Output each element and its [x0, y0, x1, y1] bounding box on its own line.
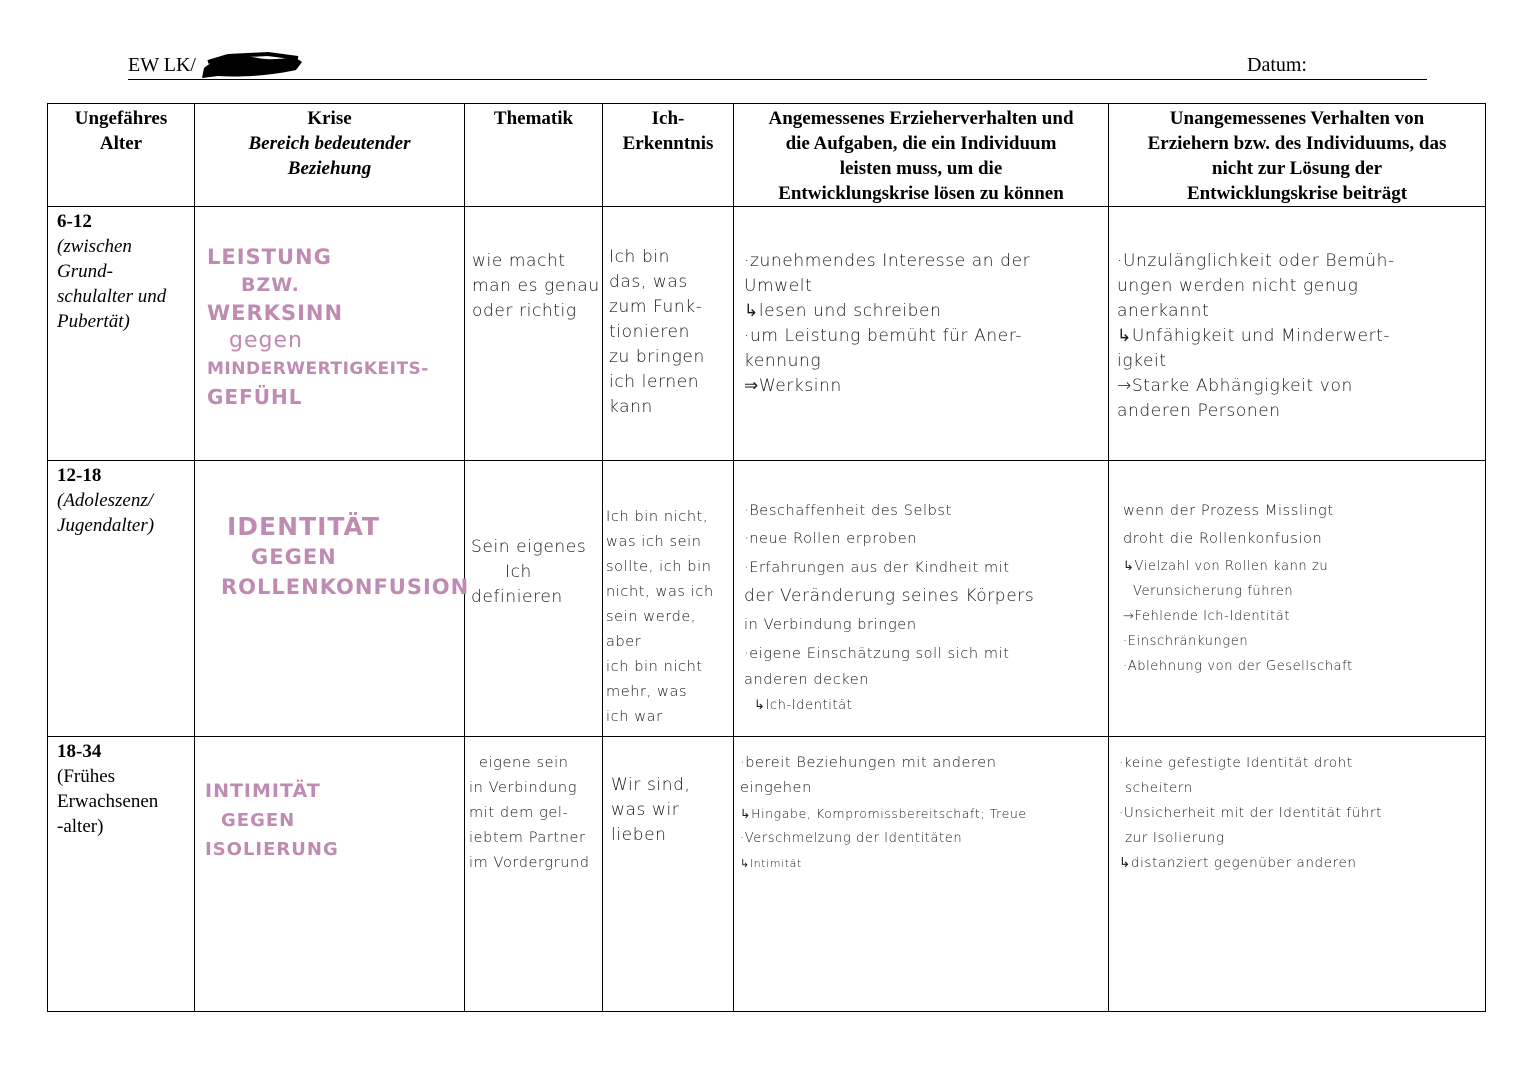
- header-angemessen: Angemessenes Erzieherverhalten und die Aufgaben, die ein Individuum leisten muss, um die Entwicklungskrise lösen zu können: [734, 104, 1109, 207]
- cell-unangemessen: ·Unzulänglichkeit oder Bemüh- ungen werden nicht genug anerkannt ↳Unfähigkeit und Minderwert- igkeit →Starke Abhängigkeit von anderen Personen: [1109, 207, 1486, 461]
- development-crisis-table: [47, 103, 1486, 1012]
- cell-thematik: wie macht man es genau oder richtig: [465, 207, 603, 461]
- redacted-name-scribble: [198, 48, 310, 82]
- table-row: [48, 207, 1486, 461]
- date-label: Datum:: [1247, 54, 1307, 76]
- cell-alter: 12-18 (Adoleszenz/ Jugendalter): [48, 461, 195, 737]
- document-header: [128, 52, 1427, 80]
- cell-ich: Ich bin nicht, was ich sein sollte, ich bin nicht, was ich sein werde, aber ich bin nicht mehr, was ich war: [603, 461, 734, 737]
- course-label: EW LK/: [128, 54, 196, 76]
- table-row: [48, 461, 1486, 737]
- header-alter: Ungefähres Alter: [48, 104, 195, 207]
- header-krise: Krise Bereich bedeutender Beziehung: [195, 104, 465, 207]
- cell-thematik: Sein eigenes Ich definieren: [465, 461, 603, 737]
- header-unangemessen: Unangemessenes Verhalten von Erziehern bzw. des Individuums, das nicht zur Lösung der Entwicklungskrise beiträgt: [1109, 104, 1486, 207]
- cell-krise: INTIMITÄT GEGEN ISOLIERUNG: [195, 737, 465, 1012]
- table-header-row: [48, 104, 1486, 207]
- cell-unangemessen: ·keine gefestigte Identität droht scheitern ·Unsicherheit mit der Identität führt zur Isolierung ↳distanziert gegenüber anderen: [1109, 737, 1486, 1012]
- header-thematik: Thematik: [465, 104, 603, 207]
- cell-angemessen: ·Beschaffenheit des Selbst ·neue Rollen erproben ·Erfahrungen aus der Kindheit mit der Veränderung seines Körpers in Verbindung bringen ·eigene Einschätzung soll sich mit anderen decken ↳Ich-Identität: [734, 461, 1109, 737]
- cell-krise: IDENTITÄT GEGEN ROLLENKONFUSION: [195, 461, 465, 737]
- header-ich-erkenntnis: Ich- Erkenntnis: [603, 104, 734, 207]
- cell-ich: Ich bin das, was zum Funk- tionieren zu bringen ich lernen kann: [603, 207, 734, 461]
- cell-angemessen: ·bereit Beziehungen mit anderen eingehen ↳Hingabe, Kompromissbereitschaft; Treue ·Verschmelzung der Identitäten ↳Intimität: [734, 737, 1109, 1012]
- cell-alter: 6-12 (zwischen Grund- schulalter und Pubertät): [48, 207, 195, 461]
- cell-alter: 18-34 (Frühes Erwachsenen -alter): [48, 737, 195, 1012]
- cell-unangemessen: wenn der Prozess Misslingt droht die Rollenkonfusion ↳Vielzahl von Rollen kann zu Verunsicherung führen →Fehlende Ich-Identität ·Einschränkungen ·Ablehnung von der Gesellschaft: [1109, 461, 1486, 737]
- cell-krise: LEISTUNG BZW. WERKSINN gegen MINDERWERTIGKEITS- GEFÜHL: [195, 207, 465, 461]
- cell-angemessen: ·zunehmendes Interesse an der Umwelt ↳lesen und schreiben ·um Leistung bemüht für Aner- kennung ⇒Werksinn: [734, 207, 1109, 461]
- table-row: [48, 737, 1486, 1012]
- cell-thematik: eigene sein in Verbindung mit dem gel- iebtem Partner im Vordergrund: [465, 737, 603, 1012]
- cell-ich: Wir sind, was wir lieben: [603, 737, 734, 1012]
